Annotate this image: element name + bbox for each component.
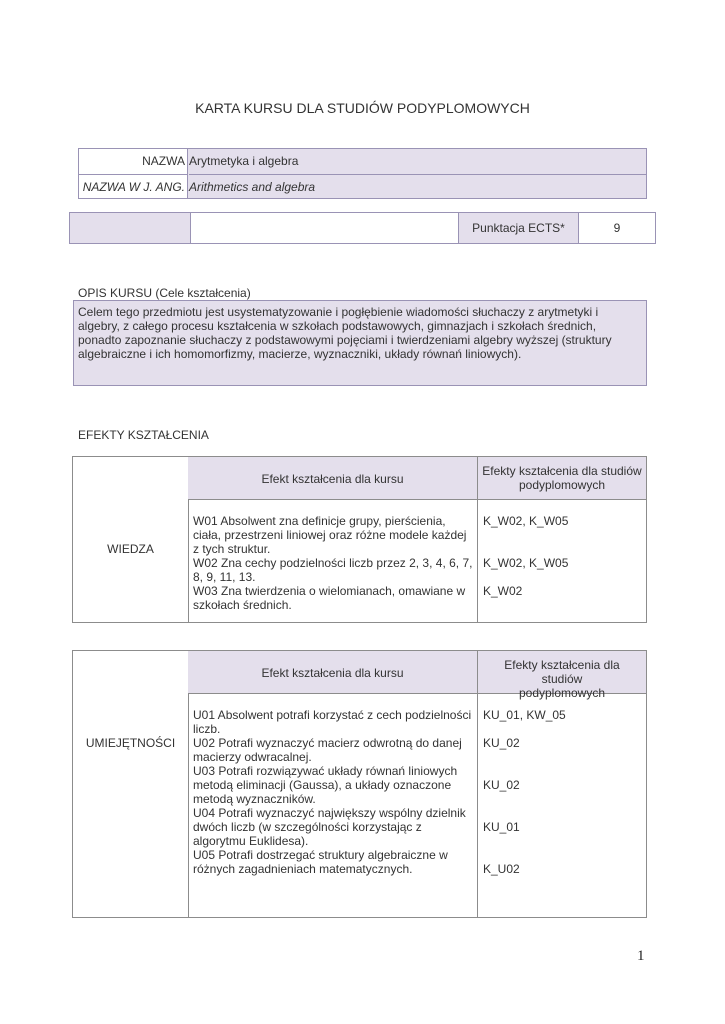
knowledge-header-course-label: Efekt kształcenia dla kursu xyxy=(261,472,404,486)
skills-header-program: Efekty kształcenia dla studiów podyplomowych xyxy=(478,651,646,694)
knowledge-items xyxy=(188,500,478,622)
outcomes-label: EFEKTY KSZTAŁCENIA xyxy=(78,428,209,442)
description-text: Celem tego przedmiotu jest usystematyzowanie i pogłębienie wiadomości słuchaczy z arytmetyki i algebry, z całego procesu kształcenia w szkołach podstawowych, gimnazjach i szkołach średnich, ponadto zapoznanie słuchaczy z podstawowymi pojęciami i twierdzeniami algebry wyższej (struktury algebraiczne i ich homomorfizmy, macierze, wyznaczniki, układy równań liniowych). xyxy=(73,300,647,386)
name-label: NAZWA xyxy=(79,149,188,174)
ects-value: 9 xyxy=(579,213,655,243)
skills-item: U03 Potrafi rozwiązywać układy równań liniowych metodą eliminacji (Gaussa), a układy oznaczone metodą wyznaczników. xyxy=(193,764,458,806)
skills-item: U04 Potrafi wyznaczyć największy wspólny dzielnik dwóch liczb (w szczególności korzystając z algorytmu Euklidesa). xyxy=(193,806,466,848)
skills-effect: KU_02 xyxy=(483,778,520,792)
skills-category-label: UMIEJĘTNOŚCI xyxy=(85,736,176,750)
knowledge-item: W01 Absolwent zna definicje grupy, pierścienia, ciała, przestrzeni liniowej oraz różne modele każdej z tych struktur. xyxy=(193,514,467,556)
page-number: 1 xyxy=(637,948,645,964)
page-title: KARTA KURSU DLA STUDIÓW PODYPLOMOWYCH xyxy=(195,100,530,116)
skills-effect: KU_02 xyxy=(483,736,520,750)
skills-effect: KU_01, KW_05 xyxy=(483,708,566,722)
ects-blank-cell xyxy=(70,213,191,243)
course-name-table xyxy=(78,148,647,199)
name-en-label: NAZWA W J. ANG. xyxy=(79,174,188,198)
skills-effects xyxy=(478,694,646,917)
knowledge-effect: K_W02, K_W05 xyxy=(483,514,569,528)
ects-table xyxy=(69,212,656,244)
skills-item: U05 Potrafi dostrzegać struktury algebraiczne w różnych zagadnieniach matematycznych. xyxy=(193,848,448,876)
knowledge-item: W03 Zna twierdzenia o wielomianach, omawiane w szkołach średnich. xyxy=(193,584,466,612)
skills-category xyxy=(73,651,189,917)
skills-effect: KU_01 xyxy=(483,820,520,834)
skills-table xyxy=(72,650,647,918)
knowledge-table xyxy=(72,456,647,623)
ects-label: Punktacja ECTS* xyxy=(458,213,579,243)
knowledge-effects xyxy=(478,500,646,622)
skills-item: U02 Potrafi wyznaczyć macierz odwrotną do danej macierzy odwracalnej. xyxy=(193,736,462,764)
knowledge-effect: K_W02 xyxy=(483,584,523,598)
knowledge-header-program: Efekty kształcenia dla studiów podyplomowych xyxy=(478,457,646,500)
name-en-value: Arithmetics and algebra xyxy=(189,174,646,198)
skills-header-course xyxy=(188,651,478,694)
knowledge-effect: K_W02, K_W05 xyxy=(483,556,569,570)
knowledge-item: W02 Zna cechy podzielności liczb przez 2, 3, 4, 6, 7, 8, 9, 11, 13. xyxy=(193,556,473,584)
skills-effect: K_U02 xyxy=(483,862,520,876)
skills-items xyxy=(188,694,478,917)
skills-header-course-label: Efekt kształcenia dla kursu xyxy=(261,666,404,680)
knowledge-category xyxy=(73,457,189,622)
description-label: OPIS KURSU (Cele kształcenia) xyxy=(78,286,251,300)
knowledge-category-label: WIEDZA xyxy=(107,542,154,556)
skills-item: U01 Absolwent potrafi korzystać z cech podzielności liczb. xyxy=(193,708,472,736)
knowledge-header-course xyxy=(188,457,478,500)
name-value: Arytmetyka i algebra xyxy=(189,154,299,168)
